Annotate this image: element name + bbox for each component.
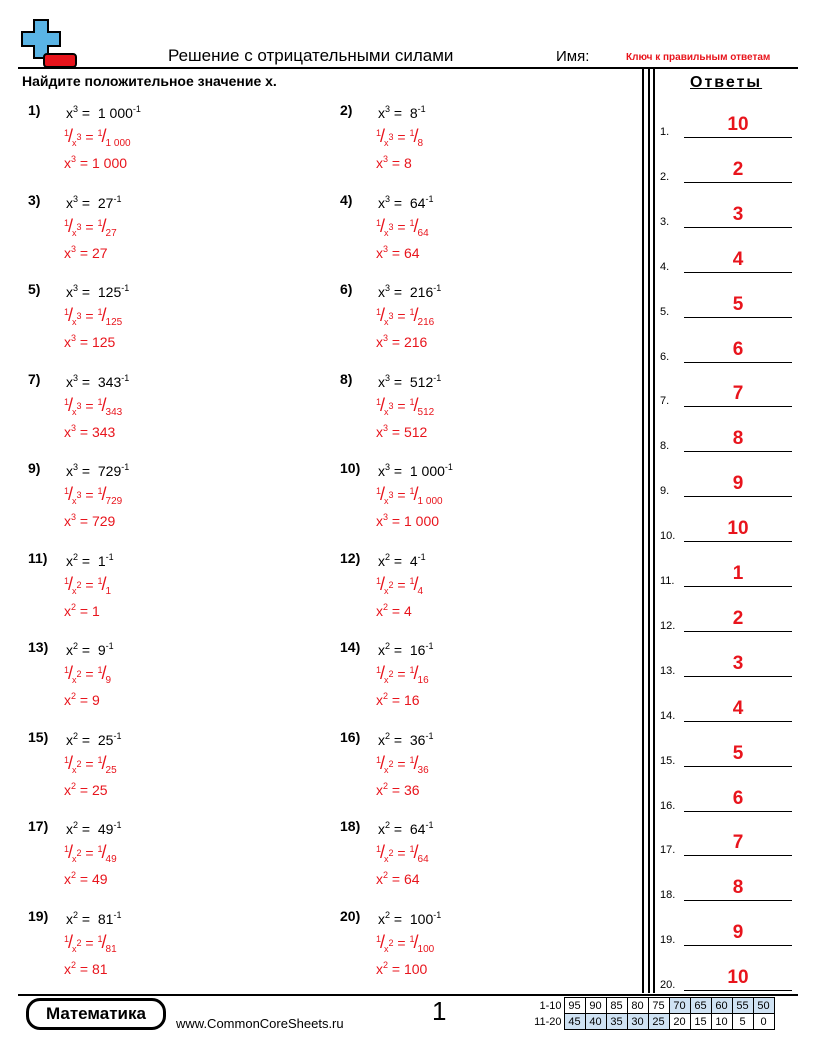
exponent: 3 xyxy=(73,283,79,293)
problem-equation: $x^3 = 1$ $000^{-1}$ xyxy=(378,462,453,479)
answer-value: 4 xyxy=(732,248,744,270)
answer-key-label: Ключ к правильным ответам xyxy=(626,52,771,63)
answer-number: 3. xyxy=(660,215,670,228)
problem-equation: $x^3 = 125^{-1}$ xyxy=(66,283,130,300)
exponent: 2 xyxy=(385,820,391,830)
solution-step: $x^3 = 729$ xyxy=(64,512,116,529)
answer-value: 10 xyxy=(727,518,749,540)
reciprocal-step: $^1/_{x^2} = ^1/_{64}$ xyxy=(376,842,429,865)
solution-step: $x^2 = 36$ xyxy=(376,780,420,798)
solution-step: $x^2 = 100$ xyxy=(376,959,428,977)
reciprocal-denominator: 49 xyxy=(105,854,117,865)
solution-value: 25 xyxy=(91,781,108,798)
base-value: 4 xyxy=(409,552,418,569)
reciprocal-denominator: 64 xyxy=(417,227,429,239)
answer-row xyxy=(660,961,792,991)
answer-row xyxy=(660,467,792,497)
reciprocal-denominator: 4 xyxy=(417,585,424,597)
score-cell: 85 xyxy=(606,998,627,1014)
problem-item xyxy=(340,818,640,904)
problem-equation: $x^2 = 9^{-1}$ xyxy=(66,641,114,658)
reciprocal-denominator: 25 xyxy=(105,764,117,776)
answer-row xyxy=(660,377,792,407)
problem-number: 14) xyxy=(340,639,361,655)
answer-number: 9. xyxy=(660,485,670,498)
answer-value: 5 xyxy=(732,742,744,764)
base-value: 25 xyxy=(97,731,114,748)
answer-number: 11. xyxy=(660,575,675,587)
score-cell: 75 xyxy=(648,998,669,1014)
reciprocal-step: $^1/_{x^3} = ^1/_{216}$ xyxy=(376,305,435,328)
base-value: 36 xyxy=(409,731,426,748)
solution-step: $x^3 = 64$ xyxy=(376,243,420,261)
problem-number: 2) xyxy=(340,102,353,118)
solution-value: 1 000 xyxy=(91,155,128,171)
answers-title: Ответы xyxy=(690,74,763,91)
reciprocal-step: $^1/_{x^2} = ^1/_1$ xyxy=(64,573,112,597)
score-cell: 55 xyxy=(732,998,753,1014)
answer-value: 7 xyxy=(732,383,744,405)
answer-line xyxy=(684,811,792,812)
reciprocal-step: $^1/_{x^3} = ^1/_{125}$ xyxy=(64,305,123,328)
site-url: www.CommonCoreSheets.ru xyxy=(176,1016,344,1031)
score-cell: 50 xyxy=(753,998,774,1014)
problem-equation: $x^2 = 100^{-1}$ xyxy=(378,909,442,927)
reciprocal-step: $^1/_{x^3} = ^1/_{1 000}$ xyxy=(64,126,131,149)
answer-line xyxy=(684,766,792,767)
solution-value: 216 xyxy=(403,334,428,350)
answer-number: 4. xyxy=(660,260,670,273)
problem-number: 10) xyxy=(340,460,361,476)
base-value: 512 xyxy=(409,373,434,390)
solution-value: 100 xyxy=(403,960,428,977)
reciprocal-step: $^1/_{x^2} = ^1/_9$ xyxy=(64,663,112,686)
answer-value: 6 xyxy=(732,787,744,809)
score-table xyxy=(520,997,775,1030)
solution-step: $x^3 = 27$ xyxy=(64,243,108,261)
answer-line xyxy=(684,137,792,138)
solution-value: 9 xyxy=(91,692,100,708)
exponent: 2 xyxy=(385,909,391,920)
score-cell: 10 xyxy=(711,1014,732,1030)
answer-line xyxy=(684,945,792,946)
column-divider xyxy=(653,67,655,993)
answer-number: 14. xyxy=(660,709,676,722)
exponent: 3 xyxy=(385,104,391,114)
answer-number: 15. xyxy=(660,754,676,767)
solution-value: 27 xyxy=(91,244,108,261)
base-value: 9 xyxy=(97,642,106,658)
exponent: 3 xyxy=(73,193,79,204)
problem-item xyxy=(340,281,640,367)
answer-value: 7 xyxy=(732,832,744,854)
answer-value: 10 xyxy=(727,967,749,989)
reciprocal-denominator: 100 xyxy=(417,943,435,955)
solution-step: $x^2 = 1$ xyxy=(64,601,100,619)
score-cell: 60 xyxy=(711,998,732,1014)
problem-item xyxy=(28,818,328,904)
solution-value: 64 xyxy=(403,871,420,887)
solution-step: $x^3 = 216$ xyxy=(376,333,428,350)
solution-value: 64 xyxy=(403,244,420,261)
instructions: Найдите положительное значение x. xyxy=(22,73,277,89)
answer-number: 2. xyxy=(660,170,670,183)
exponent: 2 xyxy=(73,730,79,741)
answer-line xyxy=(684,541,792,542)
answer-number: 16. xyxy=(660,799,676,812)
score-cell: 15 xyxy=(690,1014,711,1030)
answer-row xyxy=(660,288,792,318)
problem-number: 17) xyxy=(28,818,49,834)
problem-item xyxy=(340,729,640,815)
answer-number: 1. xyxy=(660,126,670,138)
answer-number: 13. xyxy=(660,664,676,677)
reciprocal-step: $^1/_{x^2} = ^1/_{49}$ xyxy=(64,842,117,865)
solution-value: 36 xyxy=(403,781,420,798)
answer-row xyxy=(660,243,792,273)
score-row xyxy=(520,1014,774,1030)
problem-item xyxy=(340,550,640,636)
problem-equation: $x^2 = 81^{-1}$ xyxy=(66,909,122,927)
answer-row xyxy=(660,737,792,767)
solution-step: $x^3 = 343$ xyxy=(64,422,116,440)
answer-line xyxy=(684,631,792,632)
reciprocal-step: $^1/_{x^2} = ^1/_{16}$ xyxy=(376,663,429,686)
reciprocal-step: $^1/_{x^3} = ^1/_{512}$ xyxy=(376,394,435,418)
solution-step: $x^2 = 16$ xyxy=(376,691,420,708)
base-value: 64 xyxy=(409,194,426,211)
reciprocal-denominator: 216 xyxy=(417,317,435,328)
answer-line xyxy=(684,227,792,228)
reciprocal-step: $^1/_{x^2} = ^1/_{100}$ xyxy=(376,931,435,955)
problem-number: 5) xyxy=(28,281,41,297)
problem-equation: $x^3 = 343^{-1}$ xyxy=(66,372,130,390)
answer-line xyxy=(684,676,792,677)
solution-step: $x^3 = 125$ xyxy=(64,333,116,350)
answer-line xyxy=(684,900,792,901)
answer-number: 17. xyxy=(660,844,676,857)
reciprocal-denominator: 9 xyxy=(105,675,112,686)
answer-row xyxy=(660,602,792,632)
base-value: 81 xyxy=(97,910,114,927)
problem-equation: $x^2 = 49^{-1}$ xyxy=(66,820,122,837)
solution-step: $x^3 = 1$ 000 xyxy=(376,512,440,529)
problem-equation: $x^3 = 27^{-1}$ xyxy=(66,193,122,211)
solution-value: 8 xyxy=(403,155,412,171)
problem-item xyxy=(28,102,328,188)
problem-equation: $x^2 = 1^{-1}$ xyxy=(66,551,114,569)
answer-value: 5 xyxy=(732,293,744,315)
reciprocal-step: $^1/_{x^3} = ^1/_{729}$ xyxy=(64,484,123,507)
solution-value: 49 xyxy=(91,871,108,887)
reciprocal-denominator: 125 xyxy=(105,317,123,328)
answer-value: 1 xyxy=(732,563,744,584)
answer-value: 3 xyxy=(732,203,744,225)
problem-item xyxy=(340,908,640,994)
reciprocal-step: $^1/_{x^3} = ^1/_{343}$ xyxy=(64,394,123,418)
answer-row xyxy=(660,153,792,183)
answer-value: 2 xyxy=(732,158,744,180)
problem-number: 18) xyxy=(340,818,361,834)
exponent: 2 xyxy=(385,551,391,562)
answer-value: 9 xyxy=(732,473,744,495)
problem-item xyxy=(28,371,328,457)
page-number: 1 xyxy=(432,996,447,1026)
base-value: 1 000 xyxy=(409,463,445,479)
problem-item xyxy=(340,460,640,546)
exponent: 3 xyxy=(385,283,391,293)
problem-number: 15) xyxy=(28,728,49,745)
exponent: 3 xyxy=(73,462,79,472)
reciprocal-denominator: 1 000 xyxy=(105,138,131,149)
problem-equation: $x^2 = 64^{-1}$ xyxy=(378,820,434,837)
problem-number: 6) xyxy=(340,281,353,297)
score-cell: 0 xyxy=(753,1014,774,1030)
problem-number: 19) xyxy=(28,907,49,924)
reciprocal-denominator: 512 xyxy=(417,406,435,418)
reciprocal-denominator: 27 xyxy=(105,227,117,239)
answer-value: 6 xyxy=(732,338,744,360)
score-cell: 30 xyxy=(627,1014,648,1030)
answer-value: 8 xyxy=(732,877,744,899)
score-cell: 20 xyxy=(669,1014,690,1030)
base-value: 100 xyxy=(409,910,434,927)
reciprocal-denominator: 343 xyxy=(105,406,123,418)
answer-value: 2 xyxy=(732,607,744,629)
answer-row xyxy=(660,782,792,812)
answer-line xyxy=(684,990,792,991)
base-value: 1 000 xyxy=(97,105,133,121)
answer-value: 3 xyxy=(732,652,744,674)
reciprocal-denominator: 729 xyxy=(105,496,123,507)
answer-line xyxy=(684,272,792,273)
reciprocal-step: $^1/_{x^3} = ^1/_8$ xyxy=(376,126,424,149)
exponent: 3 xyxy=(73,372,79,383)
base-value: 27 xyxy=(97,194,114,211)
exponent: 3 xyxy=(385,372,391,383)
answer-value: 8 xyxy=(732,428,744,450)
problem-number: 8) xyxy=(340,370,353,387)
solution-value: 16 xyxy=(403,692,420,708)
name-label: Имя: xyxy=(556,48,590,65)
problem-equation: $x^2 = 4^{-1}$ xyxy=(378,551,426,569)
exponent: 2 xyxy=(73,551,79,562)
score-row-label: 11-20 xyxy=(534,1015,562,1028)
problem-number: 4) xyxy=(340,191,353,208)
answer-value: 4 xyxy=(732,697,744,719)
answer-line xyxy=(684,855,792,856)
reciprocal-denominator: 81 xyxy=(105,943,117,955)
answer-number: 12. xyxy=(660,619,676,632)
reciprocal-step: $^1/_{x^3} = ^1/_{1 000}$ xyxy=(376,484,443,507)
base-value: 49 xyxy=(97,821,114,837)
problem-number: 9) xyxy=(28,460,41,476)
answer-number: 10. xyxy=(660,530,676,543)
score-row xyxy=(520,998,774,1014)
footer-divider xyxy=(18,994,798,996)
problem-equation: $x^3 = 512^{-1}$ xyxy=(378,372,442,390)
page-title: Решение с отрицательными силами xyxy=(168,46,454,65)
problem-equation: $x^3 = 216^{-1}$ xyxy=(378,283,442,300)
answer-row xyxy=(660,916,792,946)
answer-row xyxy=(660,198,792,228)
column-divider xyxy=(642,67,644,993)
header-divider xyxy=(18,67,798,69)
problem-item xyxy=(340,371,640,457)
exponent: 2 xyxy=(73,641,79,651)
answer-line xyxy=(684,182,792,183)
answer-line xyxy=(684,317,792,318)
problem-item xyxy=(340,639,640,725)
problem-item xyxy=(28,550,328,636)
base-value: 1 xyxy=(97,552,106,569)
problem-item xyxy=(28,908,328,994)
solution-step: $x^3 = 512$ xyxy=(376,422,428,440)
exponent: 3 xyxy=(73,104,79,114)
answer-number: 7. xyxy=(660,395,670,408)
reciprocal-denominator: 1 000 xyxy=(417,496,443,507)
answer-line xyxy=(684,586,792,587)
solution-value: 4 xyxy=(403,602,412,619)
answer-row xyxy=(660,692,792,722)
solution-value: 1 xyxy=(91,602,100,619)
problem-number: 13) xyxy=(28,639,49,655)
answer-value: 10 xyxy=(727,114,749,135)
base-value: 64 xyxy=(409,821,426,837)
problem-number: 7) xyxy=(28,370,41,387)
reciprocal-denominator: 1 xyxy=(105,585,112,597)
solution-step: $x^2 = 25$ xyxy=(64,780,108,798)
base-value: 729 xyxy=(97,463,122,479)
answer-number: 20. xyxy=(660,979,676,992)
answer-value: 9 xyxy=(732,922,744,944)
score-cell: 80 xyxy=(627,998,648,1014)
solution-value: 512 xyxy=(403,423,428,440)
problem-item xyxy=(340,102,640,188)
reciprocal-denominator: 8 xyxy=(417,138,424,149)
score-row-label: 1-10 xyxy=(539,999,562,1012)
problem-equation: $x^3 = 64^{-1}$ xyxy=(378,193,434,211)
problem-number: 1) xyxy=(28,102,41,118)
answer-row xyxy=(660,871,792,901)
reciprocal-denominator: 64 xyxy=(417,854,429,865)
reciprocal-step: $^1/_{x^2} = ^1/_{81}$ xyxy=(64,931,117,955)
solution-step: $x^3 = 1$ 000 xyxy=(64,154,128,171)
score-cell: 35 xyxy=(606,1014,627,1030)
solution-step: $x^2 = 49$ xyxy=(64,870,108,887)
problem-item xyxy=(28,729,328,815)
problem-item xyxy=(28,460,328,546)
reciprocal-step: $^1/_{x^3} = ^1/_{27}$ xyxy=(64,215,117,239)
problem-equation: $x^3 = 1$ $000^{-1}$ xyxy=(66,104,141,121)
answer-line xyxy=(684,496,792,497)
score-cell: 45 xyxy=(564,1014,585,1030)
exponent: 3 xyxy=(385,193,391,204)
score-cell: 5 xyxy=(732,1014,753,1030)
column-divider xyxy=(648,67,650,993)
answer-number: 8. xyxy=(660,440,670,453)
exponent: 2 xyxy=(73,909,79,920)
problem-equation: $x^2 = 16^{-1}$ xyxy=(378,641,434,658)
problem-equation: $x^3 = 729^{-1}$ xyxy=(66,462,130,479)
problem-number: 20) xyxy=(340,907,361,924)
base-value: 216 xyxy=(409,284,434,300)
answer-row xyxy=(660,826,792,856)
plus-minus-logo-icon xyxy=(20,18,78,70)
solution-value: 729 xyxy=(91,513,116,529)
answer-number: 19. xyxy=(660,934,676,947)
answer-line xyxy=(684,362,792,363)
problem-equation: $x^2 = 36^{-1}$ xyxy=(378,730,434,748)
answer-line xyxy=(684,406,792,407)
exponent: 2 xyxy=(385,730,391,741)
solution-step: $x^2 = 64$ xyxy=(376,870,420,887)
score-cell: 70 xyxy=(669,998,690,1014)
problem-number: 3) xyxy=(28,191,41,208)
answer-row xyxy=(660,108,792,138)
reciprocal-step: $^1/_{x^3} = ^1/_{64}$ xyxy=(376,215,429,239)
problem-number: 12) xyxy=(340,549,361,566)
exponent: 3 xyxy=(385,462,391,472)
solution-step: $x^2 = 4$ xyxy=(376,601,412,619)
answer-row xyxy=(660,422,792,452)
answer-row xyxy=(660,557,792,587)
base-value: 125 xyxy=(97,284,122,300)
answer-number: 6. xyxy=(660,350,670,363)
answer-line xyxy=(684,721,792,722)
score-cell: 25 xyxy=(648,1014,669,1030)
solution-step: $x^3 = 8$ xyxy=(376,154,412,171)
base-value: 16 xyxy=(409,642,426,658)
exponent: 2 xyxy=(385,641,391,651)
score-cell: 65 xyxy=(690,998,711,1014)
base-value: 343 xyxy=(97,373,122,390)
reciprocal-denominator: 36 xyxy=(417,764,429,776)
solution-value: 81 xyxy=(91,960,108,977)
exponent: 2 xyxy=(73,820,79,830)
base-value: 8 xyxy=(409,105,418,121)
answer-number: 18. xyxy=(660,889,676,902)
reciprocal-step: $^1/_{x^2} = ^1/_4$ xyxy=(376,573,424,597)
brand-badge: Математика xyxy=(26,998,166,1030)
reciprocal-step: $^1/_{x^2} = ^1/_{36}$ xyxy=(376,752,429,776)
score-cell: 95 xyxy=(564,998,585,1014)
answer-number: 5. xyxy=(660,305,670,318)
problem-item xyxy=(28,192,328,278)
problem-equation: $x^2 = 25^{-1}$ xyxy=(66,730,122,748)
score-cell: 90 xyxy=(585,998,606,1014)
solution-value: 343 xyxy=(91,423,116,440)
solution-step: $x^2 = 9$ xyxy=(64,691,100,708)
answer-row xyxy=(660,647,792,677)
answer-row xyxy=(660,512,792,542)
problem-number: 11) xyxy=(28,549,48,566)
reciprocal-step: $^1/_{x^2} = ^1/_{25}$ xyxy=(64,752,117,776)
solution-value: 125 xyxy=(91,334,116,350)
problem-item xyxy=(340,192,640,278)
problem-number: 16) xyxy=(340,728,361,745)
answer-row xyxy=(660,333,792,363)
solution-step: $x^2 = 81$ xyxy=(64,959,108,977)
reciprocal-denominator: 16 xyxy=(417,675,429,686)
solution-value: 1 000 xyxy=(403,513,440,529)
problem-item xyxy=(28,639,328,725)
problem-item xyxy=(28,281,328,367)
problem-equation: $x^3 = 8^{-1}$ xyxy=(378,104,426,121)
answer-line xyxy=(684,451,792,452)
score-cell: 40 xyxy=(585,1014,606,1030)
